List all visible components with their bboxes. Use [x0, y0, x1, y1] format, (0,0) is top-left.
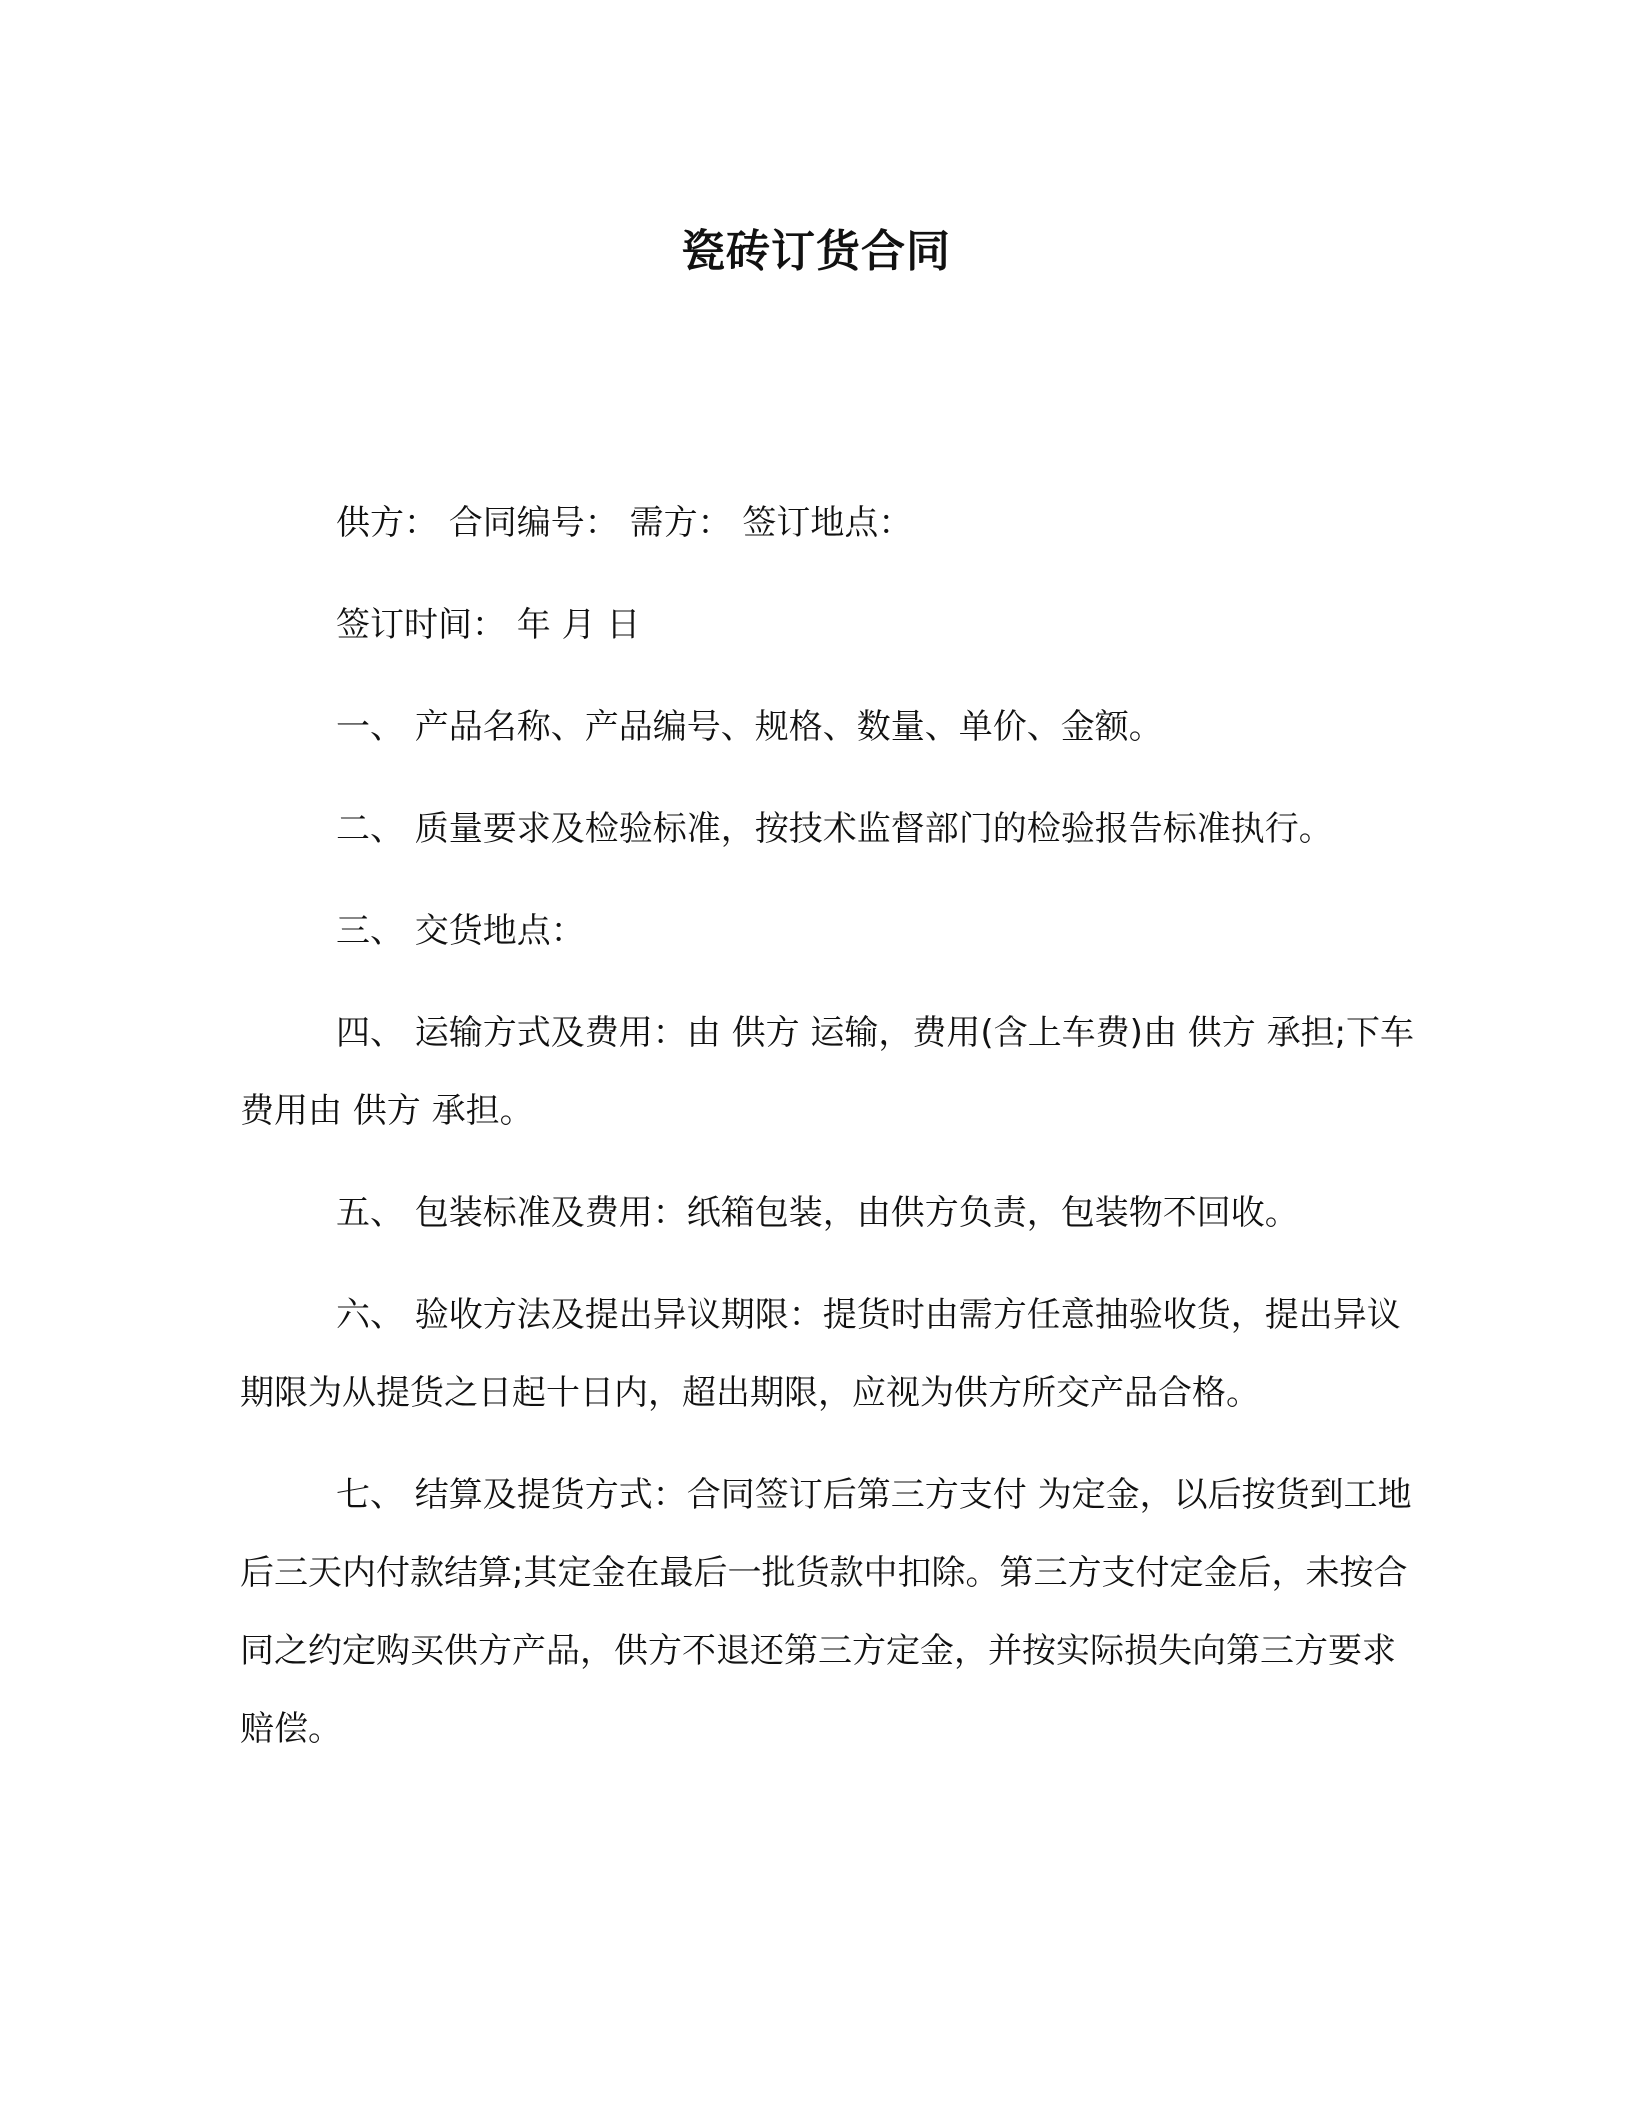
document-body — [240, 484, 1420, 1768]
clause-5: 五、 包装标准及费用：纸箱包装，由供方负责，包装物不回收。 — [336, 1193, 1299, 1233]
clause-7: 七、 结算及提货方式：合同签订后第三方支付 为定金，以后按货到工地后三天内付款结算;其定金在最后一批货款中扣除。第三方支付定金后，未按合同之约定购买供方产品，供方不退还第三方定金，并按实际损失向第三方要求赔偿。 — [240, 1475, 1412, 1749]
signing-date-line: 签订时间： 年 月 日 — [336, 605, 641, 645]
clause-6: 六、 验收方法及提出异议期限：提货时由需方任意抽验收货，提出异议期限为从提货之日起十日内，超出期限，应视为供方所交产品合格。 — [240, 1295, 1401, 1413]
document-title: 瓷砖订货合同 — [681, 226, 951, 277]
clause-3: 三、 交货地点： — [336, 911, 585, 951]
clause-1: 一、 产品名称、产品编号、规格、数量、单价、金额。 — [336, 707, 1163, 747]
clause-4: 四、 运输方式及费用：由 供方 运输，费用(含上车费)由 供方 承担;下车费用由 供方 承担。 — [240, 1013, 1415, 1131]
party-info-line: 供方： 合同编号： 需方： 签订地点： — [336, 503, 913, 543]
clause-2: 二、 质量要求及检验标准，按技术监督部门的检验报告标准执行。 — [336, 809, 1333, 849]
